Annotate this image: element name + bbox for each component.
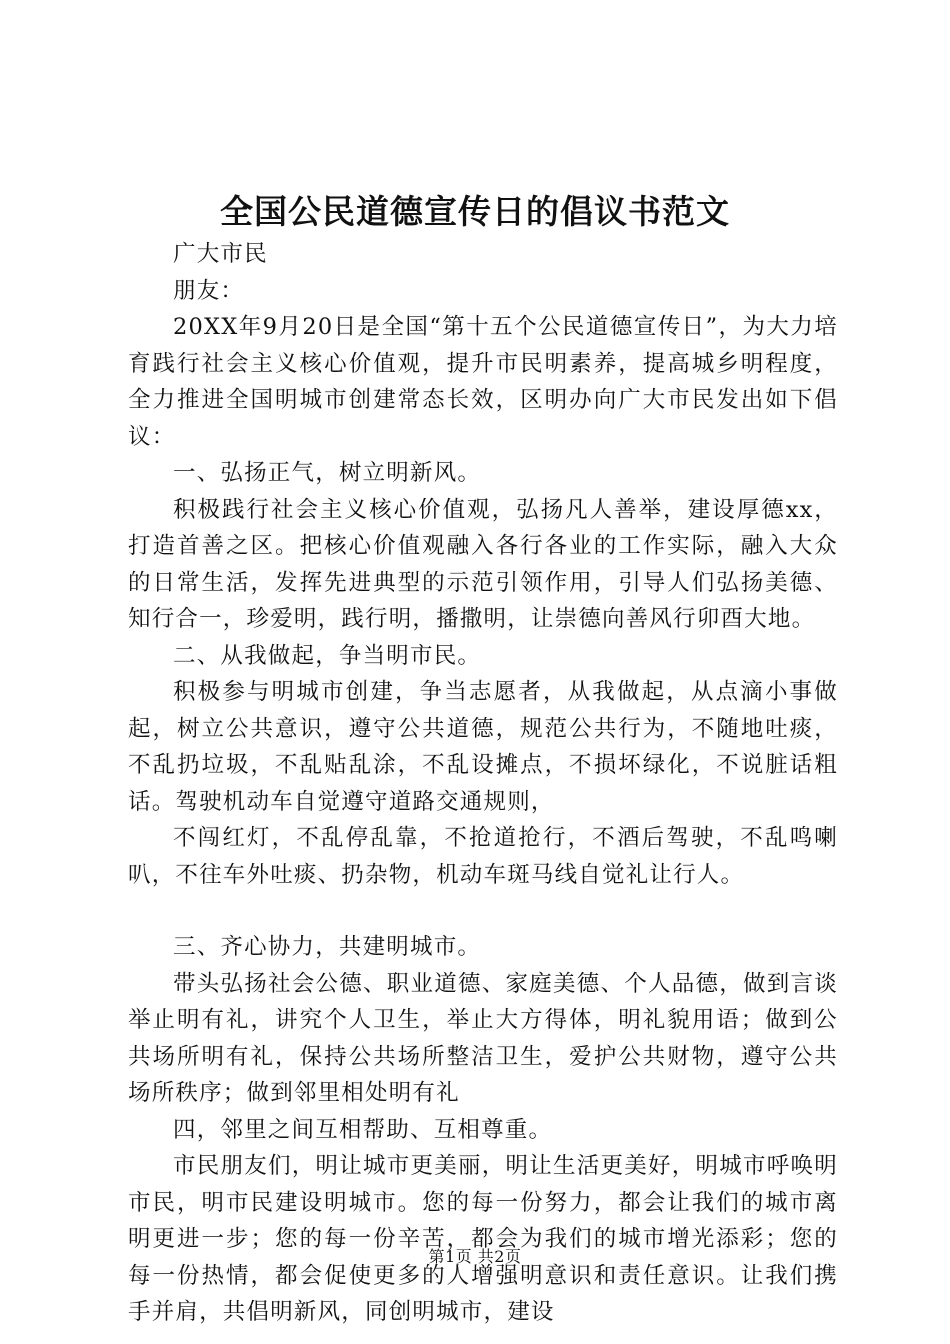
- document-title: 全国公民道德宣传日的倡议书范文: [220, 192, 730, 231]
- closing-paragraph: 市民朋友们，明让城市更美丽，明让生活更美好，明城市呼唤明市民，明市民建设明城市。您的每一份努力，都会让我们的城市离明更进一步；您的每一份辛苦，都会为我们的城市增光添彩；您的每一份热情，都会促使更多的人增强明意识和责任意识。让我们携手并肩，共倡明新风，同创明城市，建设: [128, 1153, 838, 1325]
- section-heading-2: 二、从我做起，争当明市民。: [173, 642, 482, 669]
- salutation-line-1: 广大市民: [173, 241, 268, 267]
- page-number-footer: 第1页 共2页: [428, 1247, 522, 1266]
- section-paragraph-1: 积极践行社会主义核心价值观，弘扬凡人善举，建设厚德xx，打造首善之区。把核心价值观融入各行各业的工作实际，融入大众的日常生活，发挥先进典型的示范引领作用，引导人们弘扬美德、知行合一，珍爱明，践行明，播撒明，让崇德向善风行卯酉大地。: [128, 496, 838, 632]
- section-paragraph-2: 积极参与明城市创建，争当志愿者，从我做起，从点滴小事做起，树立公共意识，遵守公共道德，规范公共行为，不随地吐痰，不乱扔垃圾，不乱贴乱涂，不乱设摊点，不损坏绿化，不说脏话粗话。驾驶机动车自觉遵守道路交通规则，: [128, 679, 838, 815]
- salutation-line-2: 朋友：: [173, 277, 245, 304]
- section-heading-4: 四，邻里之间互相帮助、互相尊重。: [173, 1116, 553, 1143]
- section-heading-1: 一、弘扬正气，树立明新风。: [173, 460, 482, 486]
- section-paragraph-2-continued: 不闯红灯，不乱停乱靠，不抢道抢行，不酒后驾驶，不乱鸣喇叭，不往车外吐痰、扔杂物，机动车斑马线自觉礼让行人。: [128, 825, 838, 888]
- section-heading-3: 三、齐心协力，共建明城市。: [173, 934, 482, 960]
- intro-paragraph: 20XX年9月20日是全国“第十五个公民道德宣传日”，为大力培育践行社会主义核心价值观，提升市民明素养，提高城乡明程度，全力推进全国明城市创建常态长效，区明办向广大市民发出如下倡议：: [128, 314, 838, 450]
- section-paragraph-3: 带头弘扬社会公德、职业道德、家庭美德、个人品德，做到言谈举止明有礼，讲究个人卫生，举止大方得体，明礼貌用语；做到公共场所明有礼，保持公共场所整洁卫生，爱护公共财物，遵守公共场所秩序；做到邻里相处明有礼: [128, 970, 838, 1106]
- document-body: [128, 236, 838, 1331]
